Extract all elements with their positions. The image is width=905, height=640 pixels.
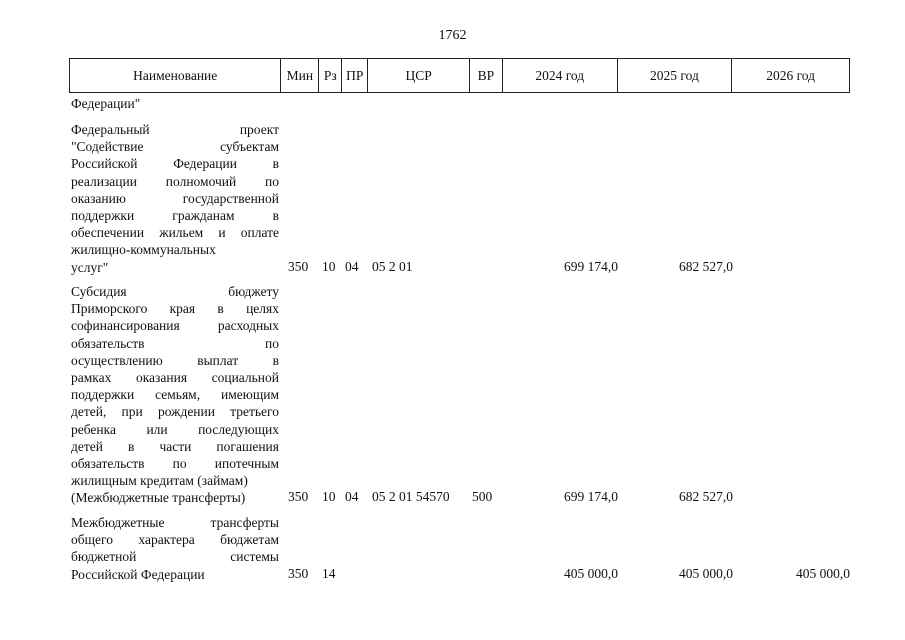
header-vr: ВР bbox=[470, 59, 503, 92]
row-name-line: оказанию государственной bbox=[71, 190, 279, 206]
cell-2025: 682 527,0 bbox=[679, 489, 733, 504]
row-name-line: Федеральный проект bbox=[71, 122, 279, 137]
cell-min: 350 bbox=[288, 566, 309, 581]
cell-rz: 14 bbox=[322, 566, 336, 581]
header-name: Наименование bbox=[70, 59, 281, 92]
row-name-line: осуществлению выплат в bbox=[71, 352, 279, 368]
cell-csr: 05 2 01 bbox=[372, 259, 413, 274]
row-name-line: Федерации" bbox=[71, 96, 141, 111]
row-name-line: детей в части погашения bbox=[71, 438, 279, 454]
cell-min: 350 bbox=[288, 259, 309, 274]
row-name-line: услуг" bbox=[71, 259, 109, 275]
row-name-line: Субсидия бюджету bbox=[71, 284, 279, 299]
row-name bbox=[71, 514, 279, 583]
row-name-line: Российской Федерации в bbox=[71, 156, 279, 172]
row-name-line: Межбюджетные трансферты bbox=[71, 515, 279, 530]
row-name-line: бюджетной системы bbox=[71, 549, 279, 565]
header-min: Мин bbox=[281, 59, 319, 92]
row-name-line: жилищным кредитам (займам) bbox=[71, 473, 248, 489]
header-2025: 2025 год bbox=[618, 59, 733, 92]
cell-2024: 699 174,0 bbox=[564, 259, 618, 274]
page-number: 1762 bbox=[438, 28, 467, 43]
row-name-line: поддержки семьям, имеющим bbox=[71, 387, 279, 403]
row-name-line: Российской Федерации bbox=[71, 566, 205, 582]
row-name-line: реализации полномочий по bbox=[71, 173, 279, 189]
header-csr: ЦСР bbox=[368, 59, 470, 92]
row-name-line: софинансирования расходных bbox=[71, 318, 279, 334]
cell-2024: 405 000,0 bbox=[564, 566, 618, 581]
row-name-line: ребенка или последующих bbox=[71, 421, 279, 437]
row-name bbox=[71, 283, 279, 507]
row-name-line: обязательств по ипотечным bbox=[71, 456, 279, 472]
row-name-line: общего характера бюджетам bbox=[71, 532, 279, 548]
cell-pr: 04 bbox=[345, 259, 359, 274]
cell-rz: 10 bbox=[322, 489, 336, 504]
header-rz: Рз bbox=[319, 59, 342, 92]
cell-pr: 04 bbox=[345, 489, 359, 504]
row-name-line: рамках оказания социальной bbox=[71, 370, 279, 386]
cell-rz: 10 bbox=[322, 259, 336, 274]
cell-csr: 05 2 01 54570 bbox=[372, 489, 450, 504]
header-2026: 2026 год bbox=[766, 67, 816, 83]
header-2024: 2024 год bbox=[503, 59, 618, 92]
header-pr: ПР bbox=[342, 59, 368, 92]
row-name bbox=[71, 121, 279, 276]
row-name-line: обеспечении жильем и оплате bbox=[71, 225, 279, 241]
cell-vr: 500 bbox=[472, 489, 493, 504]
row-name-line: детей, при рождении третьего bbox=[71, 404, 279, 420]
row-name bbox=[71, 95, 279, 112]
table-header bbox=[69, 58, 850, 93]
cell-min: 350 bbox=[288, 489, 309, 504]
row-name-line: (Межбюджетные трансферты) bbox=[71, 490, 246, 506]
row-name-line: жилищно-коммунальных bbox=[71, 242, 216, 258]
row-name-line: "Содействие субъектам bbox=[71, 139, 279, 155]
cell-2025: 405 000,0 bbox=[679, 566, 733, 581]
cell-2026: 405 000,0 bbox=[796, 566, 850, 581]
row-name-line: поддержки гражданам в bbox=[71, 208, 279, 224]
cell-2024: 699 174,0 bbox=[564, 489, 618, 504]
row-name-line: обязательств по bbox=[71, 335, 279, 351]
row-name-line: Приморского края в целях bbox=[71, 301, 279, 317]
cell-2025: 682 527,0 bbox=[679, 259, 733, 274]
